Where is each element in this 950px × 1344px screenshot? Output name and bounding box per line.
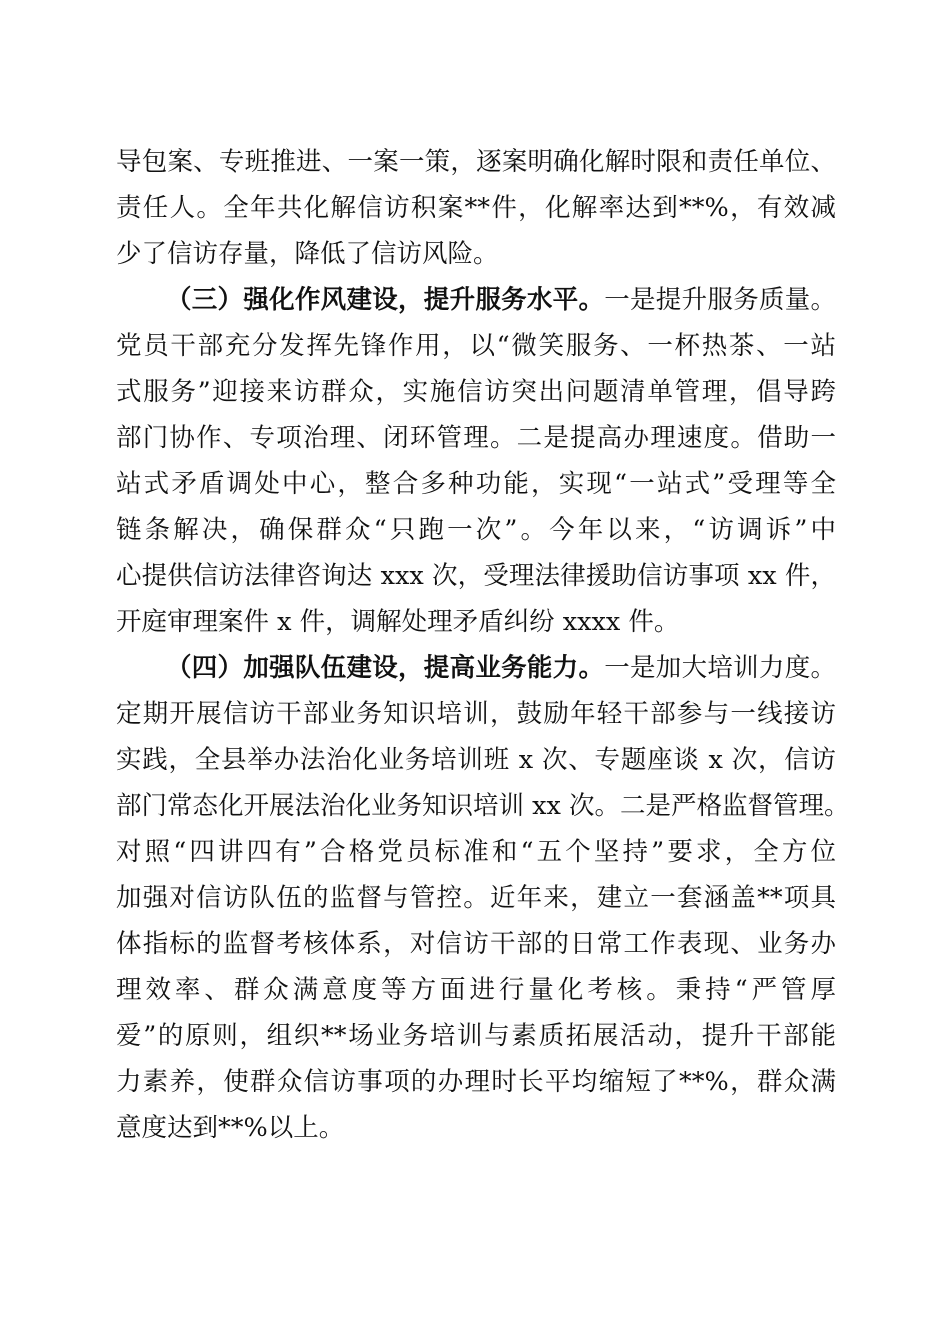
line-text: 对照“四讲四有”合格党员标准和“五个坚持”要求，全方位: [116, 837, 836, 867]
body-line: [116, 786, 850, 826]
line-text: 心提供信访法律咨询达 xxx 次，受理法律援助信访事项 xx 件，: [116, 561, 836, 591]
body-line: [116, 1108, 836, 1148]
line-text: 部门协作、专项治理、闭环管理。二是提高办理速度。借助一: [116, 423, 836, 453]
body-line: [116, 510, 836, 550]
body-line: [116, 188, 836, 228]
line-text: 理效率、群众满意度等方面进行量化考核。秉持“严管厚: [116, 975, 836, 1005]
line-text: 式服务”迎接来访群众，实施信访突出问题清单管理，倡导跨: [116, 377, 836, 407]
line-text: 导包案、专班推进、一案一策，逐案明确化解时限和责任单位、: [116, 147, 836, 177]
line-text: 党员干部充分发挥先锋作用，以“微笑服务、一杯热茶、一站: [116, 331, 836, 361]
line-text: 爱”的原则，组织**场业务培训与素质拓展活动，提升干部能: [116, 1021, 836, 1051]
line-text: 责任人。全年共化解信访积案**件，化解率达到**%，有效减: [116, 193, 836, 223]
body-line: [116, 142, 836, 182]
body-line: [116, 372, 836, 412]
line-text: 加强对信访队伍的监督与管控。近年来，建立一套涵盖**项具: [116, 883, 836, 913]
body-line: [116, 464, 836, 504]
line-text: 体指标的监督考核体系，对信访干部的日常工作表现、业务办: [116, 929, 836, 959]
line-text: 少了信访存量，降低了信访风险。: [116, 239, 499, 269]
line-text: 定期开展信访干部业务知识培训，鼓励年轻干部参与一线接访: [116, 699, 836, 729]
line-text: 意度达到**%以上。: [116, 1113, 345, 1143]
section-heading-line: [166, 280, 836, 320]
body-line: [116, 556, 836, 596]
body-line: [116, 1016, 836, 1056]
body-line: [116, 602, 836, 642]
body-line: [116, 234, 836, 274]
body-line: [116, 832, 836, 872]
section-heading: （四）加强队伍建设，提高业务能力。: [166, 653, 605, 683]
line-text: 一是提升服务质量。: [604, 285, 836, 315]
line-text: 链条解决，确保群众“只跑一次”。今年以来，“访调诉”中: [116, 515, 836, 545]
body-line: [116, 970, 836, 1010]
section-heading: （三）强化作风建设，提升服务水平。: [166, 285, 605, 315]
line-text: 部门常态化开展法治化业务知识培训 xx 次。二是严格监督管理。: [116, 791, 850, 821]
line-text: 站式矛盾调处中心，整合多种功能，实现“一站式”受理等全: [116, 469, 836, 499]
body-line: [116, 740, 836, 780]
body-line: [116, 694, 836, 734]
body-line: [116, 1062, 836, 1102]
body-line: [116, 326, 836, 366]
body-line: [116, 418, 836, 458]
line-text: 开庭审理案件 x 件，调解处理矛盾纠纷 xxxx 件。: [116, 607, 680, 637]
line-text: 实践，全县举办法治化业务培训班 x 次、专题座谈 x 次，信访: [116, 745, 836, 775]
line-text: 一是加大培训力度。: [604, 653, 836, 683]
body-line: [116, 878, 836, 918]
line-text: 力素养，使群众信访事项的办理时长平均缩短了**%，群众满: [116, 1067, 836, 1097]
body-line: [116, 924, 836, 964]
section-heading-line: [166, 648, 836, 688]
